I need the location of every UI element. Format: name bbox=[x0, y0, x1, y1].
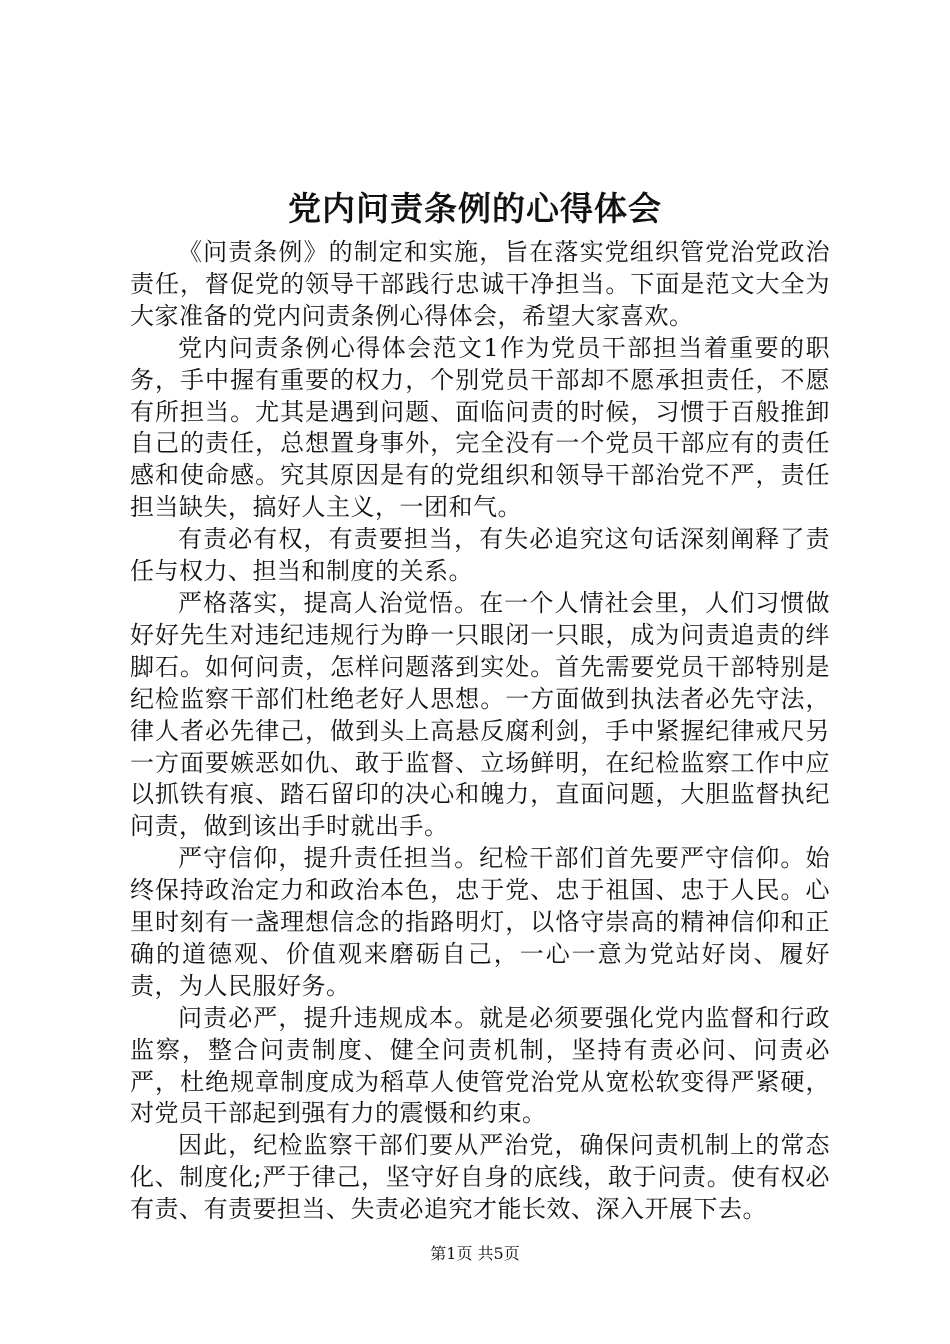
paragraph-conclusion: 因此，纪检监察干部们要从严治党，确保问责机制上的常态化、制度化;严于律己，坚守好自身的底线，敢于问责。使有权必有责、有责要担当、失责必追究才能长效、深入开展下去。 bbox=[130, 1131, 830, 1224]
paragraph-sample-1: 党内问责条例心得体会范文1作为党员干部担当着重要的职务，手中握有重要的权力，个别党员干部却不愿承担责任，不愿有所担当。尤其是遇到问题、面临问责的时候，习惯于百般推卸自己的责任，总想置身事外，完全没有一个党员干部应有的责任感和使命感。究其原因是有的党组织和领导干部治党不严，责任担当缺失，搞好人主义，一团和气。 bbox=[130, 333, 830, 522]
paragraph-strict-implementation: 严格落实，提高人治觉悟。在一个人情社会里，人们习惯做好好先生对违纪违规行为睁一只眼闭一只眼，成为问责追责的绊脚石。如何问责，怎样问题落到实处。首先需要党员干部特别是纪检监察干部们杜绝老好人思想。一方面做到执法者必先守法，律人者必先律己，做到头上高悬反腐利剑，手中紧握纪律戒尺另一方面要嫉恶如仇、敢于监督、立场鲜明，在纪检监察工作中应以抓铁有痕、踏石留印的决心和魄力，直面问题，大胆监督执纪问责，做到该出手时就出手。 bbox=[130, 588, 830, 841]
page-footer: 第1页 共5页 bbox=[430, 1244, 520, 1263]
paragraph-strict-accountability: 问责必严，提升违规成本。就是必须要强化党内监督和行政监察，整合问责制度、健全问责机制，坚持有责必问、问责必严，杜绝规章制度成为稻草人使管党治党从宽松软变得严紧硬，对党员干部起到强有力的震慑和约束。 bbox=[130, 1003, 830, 1128]
paragraph-intro: 《问责条例》的制定和实施，旨在落实党组织管党治党政治责任，督促党的领导干部践行忠诚干净担当。下面是范文大全为大家准备的党内问责条例心得体会，希望大家喜欢。 bbox=[130, 238, 830, 330]
document-body bbox=[130, 237, 830, 1226]
document-title: 党内问责条例的心得体会 bbox=[288, 189, 662, 228]
paragraph-strict-belief: 严守信仰，提升责任担当。纪检干部们首先要严守信仰。始终保持政治定力和政治本色，忠于党、忠于祖国、忠于人民。心里时刻有一盏理想信念的指路明灯，以恪守崇高的精神信仰和正确的道德观、价值观来磨砺自己，一心一意为党站好岗、履好责，为人民服好务。 bbox=[130, 844, 830, 1000]
paragraph-responsibility: 有责必有权，有责要担当，有失必追究这句话深刻阐释了责任与权力、担当和制度的关系。 bbox=[130, 525, 830, 586]
